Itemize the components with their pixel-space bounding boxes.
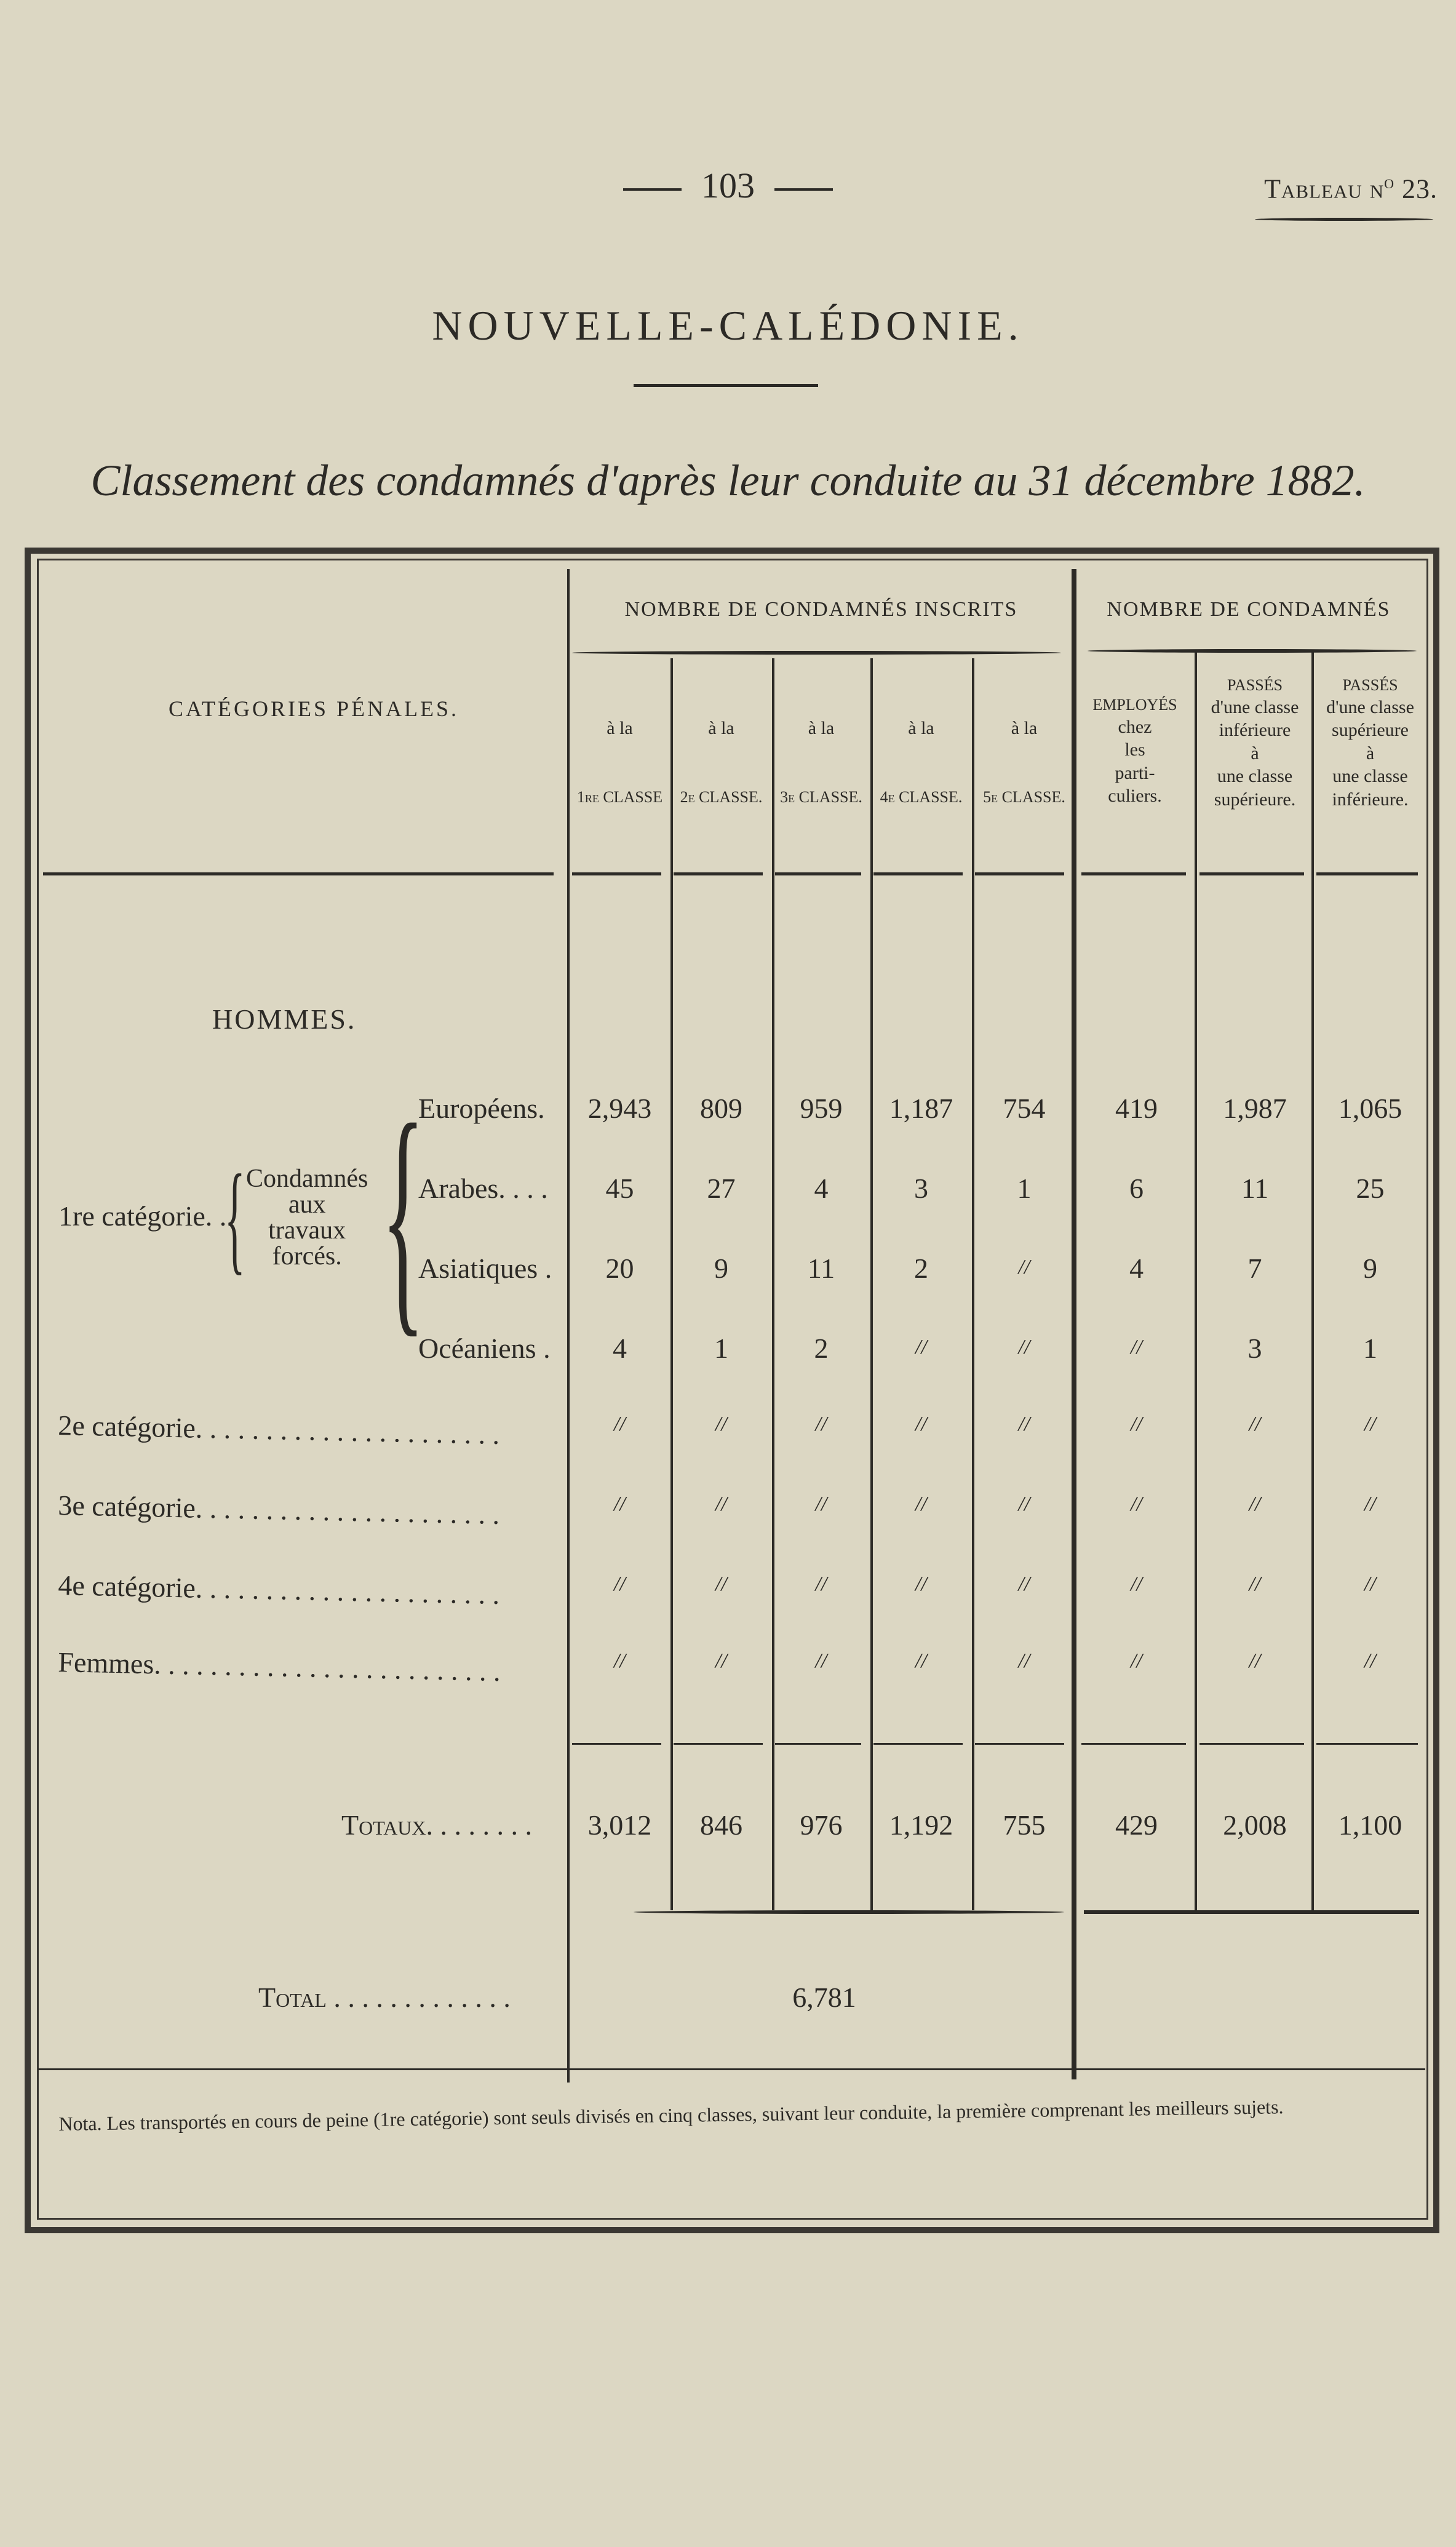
- total-cell: 1,100: [1338, 1809, 1402, 1841]
- total-cell: 429: [1115, 1809, 1158, 1841]
- class-header-3: 3e CLASSE.: [780, 788, 862, 806]
- grid-rule-sum-col-8: [1316, 1743, 1418, 1745]
- table-cell: 1,987: [1223, 1093, 1287, 1124]
- grid-rule-sum-col-4: [873, 1743, 963, 1745]
- total-cell: 976: [800, 1809, 843, 1841]
- row-label: 3e catégorie. . . . . . . . . . . . . . . . . . . . . .: [57, 1489, 500, 1531]
- grid-brace-totaux: [634, 1910, 1064, 1914]
- first-category-label: 1re catégorie. .: [58, 1200, 227, 1232]
- header-employes: EMPLOYÉS chez les parti- culiers.: [1092, 696, 1177, 806]
- table-cell: 419: [1115, 1093, 1158, 1124]
- table-cell: //: [614, 1572, 626, 1595]
- table-cell: 7: [1247, 1253, 1262, 1284]
- table-cell: //: [1131, 1649, 1142, 1672]
- row-label: Océaniens .: [418, 1333, 551, 1364]
- table-cell: 1: [1017, 1173, 1032, 1204]
- table-cell: //: [1018, 1336, 1030, 1358]
- table-cell: //: [815, 1572, 827, 1595]
- grid-rule-header-col-5: [975, 872, 1064, 875]
- header-passes-inf: PASSÉS d'une classe supérieure à une classe inférieure.: [1326, 676, 1414, 810]
- ornament-rule: [1255, 218, 1433, 221]
- header-group-condamnes: NOMBRE DE CONDAMNÉS: [1107, 598, 1391, 621]
- total-cell: 2,008: [1223, 1809, 1287, 1841]
- grid-rule-header-left: [43, 872, 554, 875]
- class-header-4: 4e CLASSE.: [880, 788, 963, 806]
- header-passes-sup: PASSÉS d'une classe inférieure à une classe supérieure.: [1211, 676, 1299, 810]
- table-cell: //: [614, 1649, 626, 1672]
- table-cell: //: [1018, 1572, 1030, 1595]
- grid-brace-inscrits: [572, 651, 1061, 655]
- row-label: Asiatiques .: [418, 1253, 552, 1284]
- table-cell: //: [1364, 1493, 1376, 1515]
- dash-right: [774, 188, 833, 191]
- row-label: 2e catégorie. . . . . . . . . . . . . . . . . . . . . .: [57, 1409, 500, 1451]
- grid-rule-sum-col-5: [975, 1743, 1064, 1745]
- table-cell: //: [1364, 1649, 1376, 1672]
- class-header-1: 1re CLASSE: [576, 788, 663, 806]
- table-cell: //: [1018, 1649, 1030, 1672]
- table-cell: //: [915, 1572, 927, 1595]
- brace-right: {: [381, 1072, 425, 1358]
- class-header-a-la-1: à la: [607, 718, 633, 738]
- table-cell: //: [1131, 1493, 1142, 1515]
- table-cell: 809: [700, 1093, 742, 1124]
- grid-rule-sum-col-3: [775, 1743, 861, 1745]
- table-cell: 4: [1129, 1253, 1144, 1284]
- table-cell: 27: [707, 1173, 736, 1204]
- table-cell: 1,187: [889, 1093, 953, 1124]
- table-cell: //: [715, 1493, 727, 1515]
- grid-brace-condamnes: [1088, 649, 1417, 653]
- table-cell: //: [815, 1493, 827, 1515]
- table-cell: 3: [1247, 1333, 1262, 1364]
- table-cell: //: [614, 1493, 626, 1515]
- header-group-inscrits: NOMBRE DE CONDAMNÉS INSCRITS: [624, 598, 1018, 621]
- table-cell: //: [715, 1413, 727, 1435]
- table-cell: //: [915, 1493, 927, 1515]
- condamnes-label: Condamnés aux travaux forcés.: [246, 1165, 368, 1270]
- page-number: 103: [0, 165, 1456, 206]
- table-cell: //: [1018, 1493, 1030, 1515]
- row-label: Européens.: [418, 1093, 545, 1124]
- table-cell: //: [915, 1413, 927, 1435]
- class-header-5: 5e CLASSE.: [983, 788, 1065, 806]
- table-cell: 9: [714, 1253, 728, 1284]
- grid-rule-header-col-1: [572, 872, 661, 875]
- table-cell: 4: [613, 1333, 627, 1364]
- grid-rule-totaux-right: [1084, 1910, 1419, 1914]
- row-label: 4e catégorie. . . . . . . . . . . . . . . . . . . . . .: [57, 1569, 500, 1611]
- table-cell: //: [1131, 1336, 1142, 1358]
- class-header-a-la-4: à la: [908, 718, 934, 738]
- table-cell: //: [614, 1413, 626, 1435]
- table-cell: 20: [605, 1253, 634, 1284]
- table-cell: 1,065: [1338, 1093, 1402, 1124]
- page-title: NOUVELLE-CALÉDONIE.: [432, 302, 1024, 349]
- table-cell: 45: [605, 1173, 634, 1204]
- table-reference: Tableau $n^o$ 23.: [1264, 170, 1438, 204]
- grid-rule-header-col-2: [674, 872, 763, 875]
- section-hommes: HOMMES.: [212, 1003, 357, 1035]
- table-cell: 11: [1241, 1173, 1269, 1204]
- table-cell: 3: [914, 1173, 928, 1204]
- header-categories: CATÉGORIES PÉNALES.: [168, 696, 459, 721]
- table-cell: 754: [1003, 1093, 1046, 1124]
- table-cell: //: [1249, 1493, 1261, 1515]
- table-cell: //: [915, 1649, 927, 1672]
- grid-rule-header-col-3: [775, 872, 861, 875]
- table-cell: //: [1364, 1413, 1376, 1435]
- table-cell: 1: [1363, 1333, 1377, 1364]
- total-cell: 3,012: [587, 1809, 652, 1841]
- footnote: Nota. Les transportés en cours de peine (1re catégorie) sont seuls divisés en cinq classes, suivant leur conduite, la première comprenant les meilleurs sujets.: [58, 2095, 1284, 2135]
- grid-vline-class-4: [972, 658, 974, 1910]
- table-cell: //: [915, 1336, 927, 1358]
- table-cell: 4: [814, 1173, 829, 1204]
- table-cell: 1: [714, 1333, 728, 1364]
- class-header-2: 2e CLASSE.: [680, 788, 763, 806]
- total-value: 6,781: [792, 1982, 856, 2013]
- grid-rule-footer: [38, 2068, 1425, 2070]
- grid-rule-sum-col-1: [572, 1743, 661, 1745]
- total-cell: 846: [700, 1809, 742, 1841]
- row-label: Femmes. . . . . . . . . . . . . . . . . . . . . . . . .: [57, 1646, 501, 1688]
- grid-rule-sum-col-2: [674, 1743, 763, 1745]
- class-header-a-la-5: à la: [1011, 718, 1038, 738]
- table-cell: //: [1364, 1572, 1376, 1595]
- totaux-label: Totaux. . . . . . . .: [341, 1809, 533, 1841]
- row-label: Arabes. . . .: [418, 1173, 548, 1204]
- table-cell: 11: [807, 1253, 835, 1284]
- class-header-a-la-3: à la: [808, 718, 835, 738]
- table-cell: 6: [1129, 1173, 1144, 1204]
- total-label: Total . . . . . . . . . . . . .: [258, 1982, 511, 2013]
- dash-left: [623, 188, 682, 191]
- table-cell: 959: [800, 1093, 843, 1124]
- table-cell: //: [715, 1572, 727, 1595]
- table-cell: 9: [1363, 1253, 1377, 1284]
- table-cell: //: [1131, 1413, 1142, 1435]
- table-cell: //: [1249, 1413, 1261, 1435]
- total-cell: 1,192: [889, 1809, 953, 1841]
- table-cell: 2,943: [587, 1093, 652, 1124]
- grid-rule-header-col-4: [873, 872, 963, 875]
- table-cell: //: [1249, 1649, 1261, 1672]
- table-cell: //: [1249, 1572, 1261, 1595]
- table-cell: //: [815, 1649, 827, 1672]
- page-subtitle: Classement des condamnés d'après leur conduite au 31 décembre 1882.: [90, 456, 1366, 505]
- title-rule: [634, 384, 818, 387]
- brace-left: {: [225, 1150, 245, 1286]
- table-cell: 25: [1356, 1173, 1385, 1204]
- grid-rule-sum-col-6: [1081, 1743, 1186, 1745]
- grid-rule-sum-col-7: [1199, 1743, 1304, 1745]
- grid-rule-header-col-7: [1199, 872, 1304, 875]
- table-cell: 2: [914, 1253, 928, 1284]
- grid-rule-header-col-8: [1316, 872, 1418, 875]
- grid-rule-header-col-6: [1081, 872, 1186, 875]
- table-cell: 2: [814, 1333, 829, 1364]
- table-cell: //: [1018, 1256, 1030, 1278]
- total-cell: 755: [1003, 1809, 1046, 1841]
- table-cell: //: [815, 1413, 827, 1435]
- class-header-a-la-2: à la: [708, 718, 734, 738]
- table-cell: //: [715, 1649, 727, 1672]
- table-cell: //: [1131, 1572, 1142, 1595]
- table-cell: //: [1018, 1413, 1030, 1435]
